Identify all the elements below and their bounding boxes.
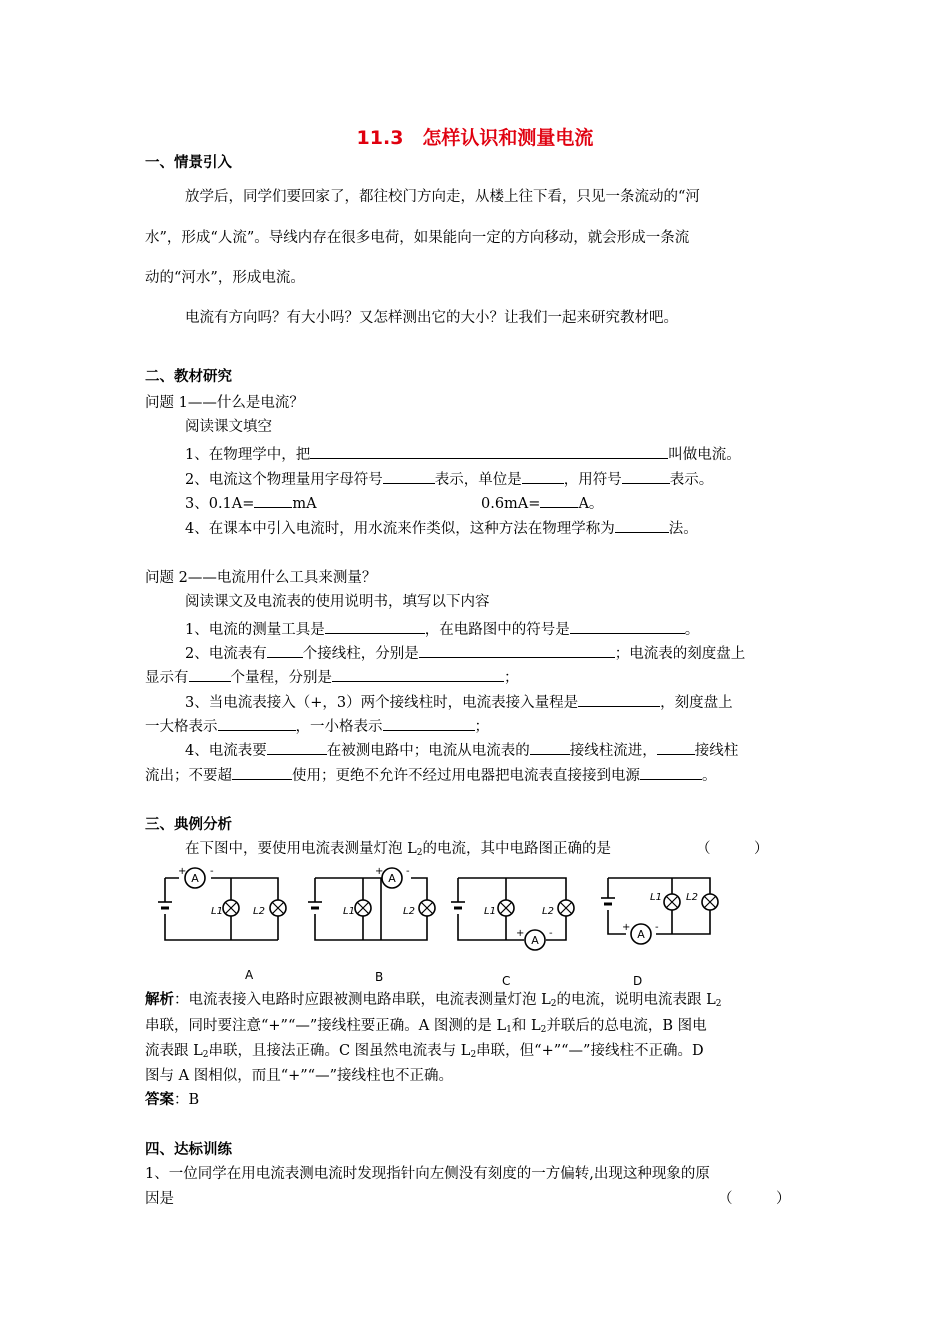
intro-line-2: 水”，形成“人流”。导线内存在很多电荷，如果能向一定的方向移动，就会形成一条流 bbox=[145, 230, 690, 246]
section-4-heading: 四、达标训练 bbox=[145, 1142, 232, 1158]
blank[interactable] bbox=[540, 493, 578, 508]
blank[interactable] bbox=[530, 740, 570, 755]
q1-item-3a: 3、0.1A= mA bbox=[185, 493, 317, 512]
blank[interactable] bbox=[570, 619, 685, 634]
plus-sign: + bbox=[516, 928, 525, 939]
question-2-intro: 阅读课文及电流表的使用说明书，填写以下内容 bbox=[185, 594, 490, 610]
lamp-l1-label: L1 bbox=[211, 906, 223, 917]
analysis-label: 解析 bbox=[145, 992, 174, 1008]
circuit-c bbox=[451, 878, 574, 950]
lamp-l2-label: L2 bbox=[403, 906, 415, 917]
q2-item-2: 2、电流表有 个接线柱，分别是 ；电流表的刻度盘上 bbox=[185, 643, 745, 662]
blank[interactable] bbox=[254, 493, 292, 508]
analysis-line-1: 解析：电流表接入电路时应跟被测电路串联，电流表测量灯泡 $L_2$的电流，说明电流表跟 $L_2$ bbox=[145, 992, 722, 1009]
blank[interactable] bbox=[640, 765, 702, 780]
figure-label-d: D bbox=[633, 974, 643, 988]
circuit-a bbox=[158, 866, 286, 940]
question-1-title: 问题 1——什么是电流？ bbox=[145, 395, 304, 411]
blank[interactable] bbox=[267, 643, 303, 658]
ammeter-label: A bbox=[191, 872, 199, 885]
blank[interactable] bbox=[267, 740, 327, 755]
blank[interactable] bbox=[383, 469, 435, 484]
section-2-heading: 二、教材研究 bbox=[145, 369, 232, 385]
page-title: 11.3 怎样认识和测量电流 bbox=[356, 127, 594, 149]
minus-sign: - bbox=[549, 928, 553, 939]
question-2-title: 问题 2——电流用什么工具来测量？ bbox=[145, 570, 377, 586]
section-1-heading: 一、情景引入 bbox=[145, 155, 232, 171]
intro-line-1: 放学后，同学们要回家了，都往校门方向走，从楼上往下看，只见一条流动的“河 bbox=[185, 189, 700, 205]
q1-item-3b: 0.6mA= A。 bbox=[481, 493, 603, 512]
plus-sign: + bbox=[375, 866, 384, 877]
plus-sign: + bbox=[622, 922, 631, 933]
blank[interactable] bbox=[383, 716, 475, 731]
minus-sign: - bbox=[655, 922, 659, 933]
blank[interactable] bbox=[615, 518, 669, 533]
circuit-b bbox=[308, 866, 435, 940]
section-3-heading: 三、典例分析 bbox=[145, 817, 232, 833]
q2-item-4-cont: 流出；不要超 使用；更绝不允许不经过用电器把电流表直接接到电源 。 bbox=[145, 765, 717, 784]
lamp-l2-label: L2 bbox=[542, 906, 554, 917]
blank[interactable] bbox=[522, 469, 564, 484]
exercise-1-line-1: 1、一位同学在用电流表测电流时发现指针向左侧没有刻度的一方偏转,出现这种现象的原 bbox=[145, 1166, 710, 1182]
q2-item-1: 1、电流的测量工具是 ，在电路图中的符号是 。 bbox=[185, 619, 699, 638]
lamp-l1-label: L1 bbox=[650, 892, 662, 903]
exercise-1-paren: （ ） bbox=[718, 1191, 791, 1207]
figure-label-c: C bbox=[502, 974, 511, 988]
blank[interactable] bbox=[419, 643, 615, 658]
q2-item-2-cont: 显示有 个量程，分别是 ； bbox=[145, 667, 519, 686]
q1-item-2: 2、电流这个物理量用字母符号 表示，单位是 ，用符号 表示。 bbox=[185, 469, 713, 488]
minus-sign: - bbox=[406, 866, 410, 877]
blank[interactable] bbox=[332, 667, 504, 682]
lamp-l2-label: L2 bbox=[253, 906, 265, 917]
question-1-intro: 阅读课文填空 bbox=[185, 419, 272, 435]
figure-label-b: B bbox=[375, 970, 384, 984]
q1-item-1: 1、在物理学中，把 叫做电流。 bbox=[185, 444, 741, 463]
answer-paren: （ ） bbox=[696, 841, 769, 857]
answer-label: 答案 bbox=[145, 1092, 174, 1108]
figure-label-a: A bbox=[245, 968, 254, 982]
blank[interactable] bbox=[622, 469, 670, 484]
circuit-d bbox=[601, 878, 718, 944]
lamp-l1-label: L1 bbox=[484, 906, 496, 917]
ammeter-label: A bbox=[531, 934, 539, 947]
answer-line: 答案：B bbox=[145, 1092, 200, 1108]
q2-item-4: 4、电流表要 在被测电路中；电流从电流表的 接线柱流进， 接线柱 bbox=[185, 740, 738, 759]
q1-item-4: 4、在课本中引入电流时，用水流来作类似，这种方法在物理学称为 法。 bbox=[185, 518, 698, 537]
blank[interactable] bbox=[310, 444, 668, 459]
analysis-line-2: 串联，同时要注意“+”“—”接线柱要正确。A 图测的是 $L_1$和 $L_2$并联后的总电流，B 图电 bbox=[145, 1018, 707, 1035]
blank[interactable] bbox=[325, 619, 425, 634]
blank[interactable] bbox=[189, 667, 231, 682]
lamp-l2-label: L2 bbox=[686, 892, 698, 903]
blank[interactable] bbox=[218, 716, 296, 731]
q2-item-3-cont: 一大格表示 ，一小格表示 ； bbox=[145, 716, 489, 735]
intro-line-3: 动的“河水”，形成电流。 bbox=[145, 270, 305, 286]
lamp-l1-label: L1 bbox=[343, 906, 355, 917]
minus-sign: - bbox=[210, 866, 214, 877]
blank[interactable] bbox=[578, 692, 660, 707]
plus-sign: + bbox=[178, 866, 187, 877]
exercise-1-line-2: 因是 bbox=[145, 1191, 174, 1207]
example-question: 在下图中，要使用电流表测量灯泡 $L_2$的电流，其中电路图正确的是 bbox=[185, 841, 611, 858]
intro-question: 电流有方向吗？有大小吗？又怎样测出它的大小？让我们一起来研究教材吧。 bbox=[185, 310, 678, 326]
q2-item-3: 3、当电流表接入（+，3）两个接线柱时，电流表接入量程是 ，刻度盘上 bbox=[185, 692, 733, 711]
blank[interactable] bbox=[657, 740, 695, 755]
ammeter-label: A bbox=[637, 928, 645, 941]
blank[interactable] bbox=[232, 765, 292, 780]
analysis-line-3: 流表跟 $L_2$串联，且接法正确。C 图虽然电流表与 $L_2$串联，但“+”“—”接线柱不正确。D bbox=[145, 1043, 704, 1060]
analysis-line-4: 图与 A 图相似，而且“+”“—”接线柱也不正确。 bbox=[145, 1068, 453, 1084]
ammeter-label: A bbox=[388, 872, 396, 885]
